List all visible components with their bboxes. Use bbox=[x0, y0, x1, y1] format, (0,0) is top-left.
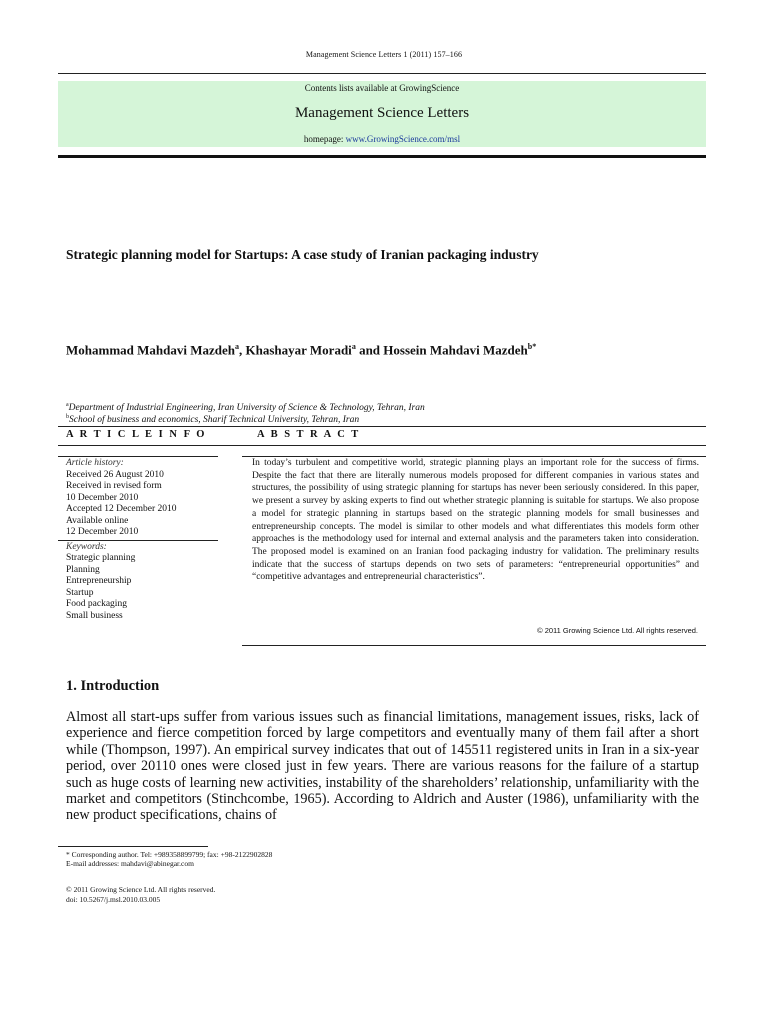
article-info-heading: A R T I C L E I N F O bbox=[66, 429, 207, 440]
author-separator: and bbox=[355, 342, 384, 358]
affiliation-mark: a bbox=[66, 402, 69, 408]
history-item: Accepted 12 December 2010 bbox=[66, 504, 177, 514]
copyright-note: © 2011 Growing Science Ltd. All rights reserved. bbox=[66, 885, 216, 894]
abstract-heading: A B S T R A C T bbox=[257, 429, 361, 440]
journal-homepage bbox=[58, 134, 706, 144]
introduction-text: Almost all start-ups suffer from various issues such as financial limitations, management issues, risks, lack of experience and fierce competition forced by large competitors and eventually many of them fail after a short while (Thompson, 1997). An empirical survey indicates that out of 145511 registered units in Iran in a six-year period, over 20110 ones were closed just in few years. There are various reasons for the failure of a startup such as huge costs of learning new activities, instability of the shareholders’ relationship, unfamiliarity with the market and competitors (Stinchcombe, 1965). According to Aldrich and Auster (1986), unfamiliarity with the new product specifications, chains of bbox=[66, 709, 699, 824]
keyword-item: Entrepreneurship bbox=[66, 576, 132, 586]
affiliation-mark: b bbox=[66, 414, 69, 420]
author-affil-mark: b* bbox=[527, 342, 537, 351]
info-divider bbox=[58, 540, 218, 541]
article-title: Strategic planning model for Startups: A case study of Iranian packaging industry bbox=[66, 247, 539, 262]
abstract-copyright: © 2011 Growing Science Ltd. All rights reserved. bbox=[537, 626, 698, 635]
running-head: Management Science Letters 1 (2011) 157–166 bbox=[305, 50, 463, 59]
history-item: 12 December 2010 bbox=[66, 527, 139, 537]
keyword-item: Small business bbox=[66, 610, 123, 621]
header-rule bbox=[58, 73, 706, 74]
affiliation-rule bbox=[58, 426, 706, 427]
email-note: E-mail addresses: mahdavi@abinegar.com bbox=[66, 859, 194, 868]
homepage-label: homepage: bbox=[303, 134, 346, 144]
abstract-text: In today’s turbulent and competitive world, strategic planning plays an important role for the success of firms. Despite the fact that there are literally numerous models proposed for different companies in various states and structures, the possibility of using strategic planning for startups has never been seriously considered. In this paper, we present a survey by asking experts to find out whether strategic planning is suitable for startups. We also propose a model for strategic planning in startups based on the strategic planning models for small businesses and entrepreneurship concepts. The model is similar to other models and what differentiates this models form other approaches is the methodology used for internal and external analysis and the parameters taken into consideration. The proposed model is examined on an Iranian food packaging industry for validation. The preliminary results indicate that the success of startups depends on two sets of parameters: “entrepreneurial opportunities” and “competitive advantages and entrepreneurial characteristics”. bbox=[252, 458, 699, 583]
affiliation-text: Department of Industrial Engineering, Iran University of Science & Technology, Tehran, Iran bbox=[68, 403, 425, 414]
author-name: Hossein Mahdavi Mazdeh bbox=[383, 342, 528, 358]
history-item: Received in revised form bbox=[66, 481, 162, 491]
keywords-label: Keywords: bbox=[66, 541, 107, 552]
author-name: Mohammad Mahdavi Mazdeh bbox=[66, 342, 235, 358]
author-affil-mark: a bbox=[235, 342, 239, 351]
keyword-item: Strategic planning bbox=[66, 553, 136, 563]
affiliation bbox=[66, 402, 706, 413]
keyword-item: Planning bbox=[66, 564, 100, 575]
footnote-rule bbox=[58, 846, 208, 847]
abstract-bottom-rule bbox=[242, 645, 706, 646]
article-info-box bbox=[58, 455, 218, 622]
keyword-item: Startup bbox=[66, 587, 94, 598]
corresponding-author-note: * Corresponding author. Tel: +989358899799; fax: +98-2122902828 bbox=[66, 850, 273, 859]
section-rule bbox=[58, 445, 706, 446]
contents-line: Contents lists available at GrowingScience bbox=[304, 83, 460, 93]
history-label: Article history: bbox=[66, 458, 124, 468]
info-divider bbox=[58, 456, 218, 457]
author-list bbox=[66, 342, 706, 358]
doi-note: doi: 10.5267/j.msl.2010.03.005 bbox=[66, 895, 161, 904]
homepage-link[interactable]: www.GrowingScience.com/msl bbox=[345, 134, 461, 144]
keyword-item: Food packaging bbox=[66, 599, 127, 609]
author-affil-mark: a bbox=[351, 342, 356, 351]
affiliation bbox=[66, 414, 706, 425]
journal-banner bbox=[58, 81, 706, 147]
history-item: 10 December 2010 bbox=[66, 492, 139, 503]
history-item: Received 26 August 2010 bbox=[66, 469, 164, 480]
journal-name: Management Science Letters bbox=[294, 105, 470, 121]
affiliation-text: School of business and economics, Sharif Technical University, Tehran, Iran bbox=[69, 415, 360, 426]
author-separator: , bbox=[239, 342, 246, 358]
history-item: Available online bbox=[66, 515, 129, 526]
author-name: Khashayar Moradi bbox=[245, 342, 352, 358]
banner-rule bbox=[58, 155, 706, 158]
introduction-heading: 1. Introduction bbox=[66, 678, 160, 694]
